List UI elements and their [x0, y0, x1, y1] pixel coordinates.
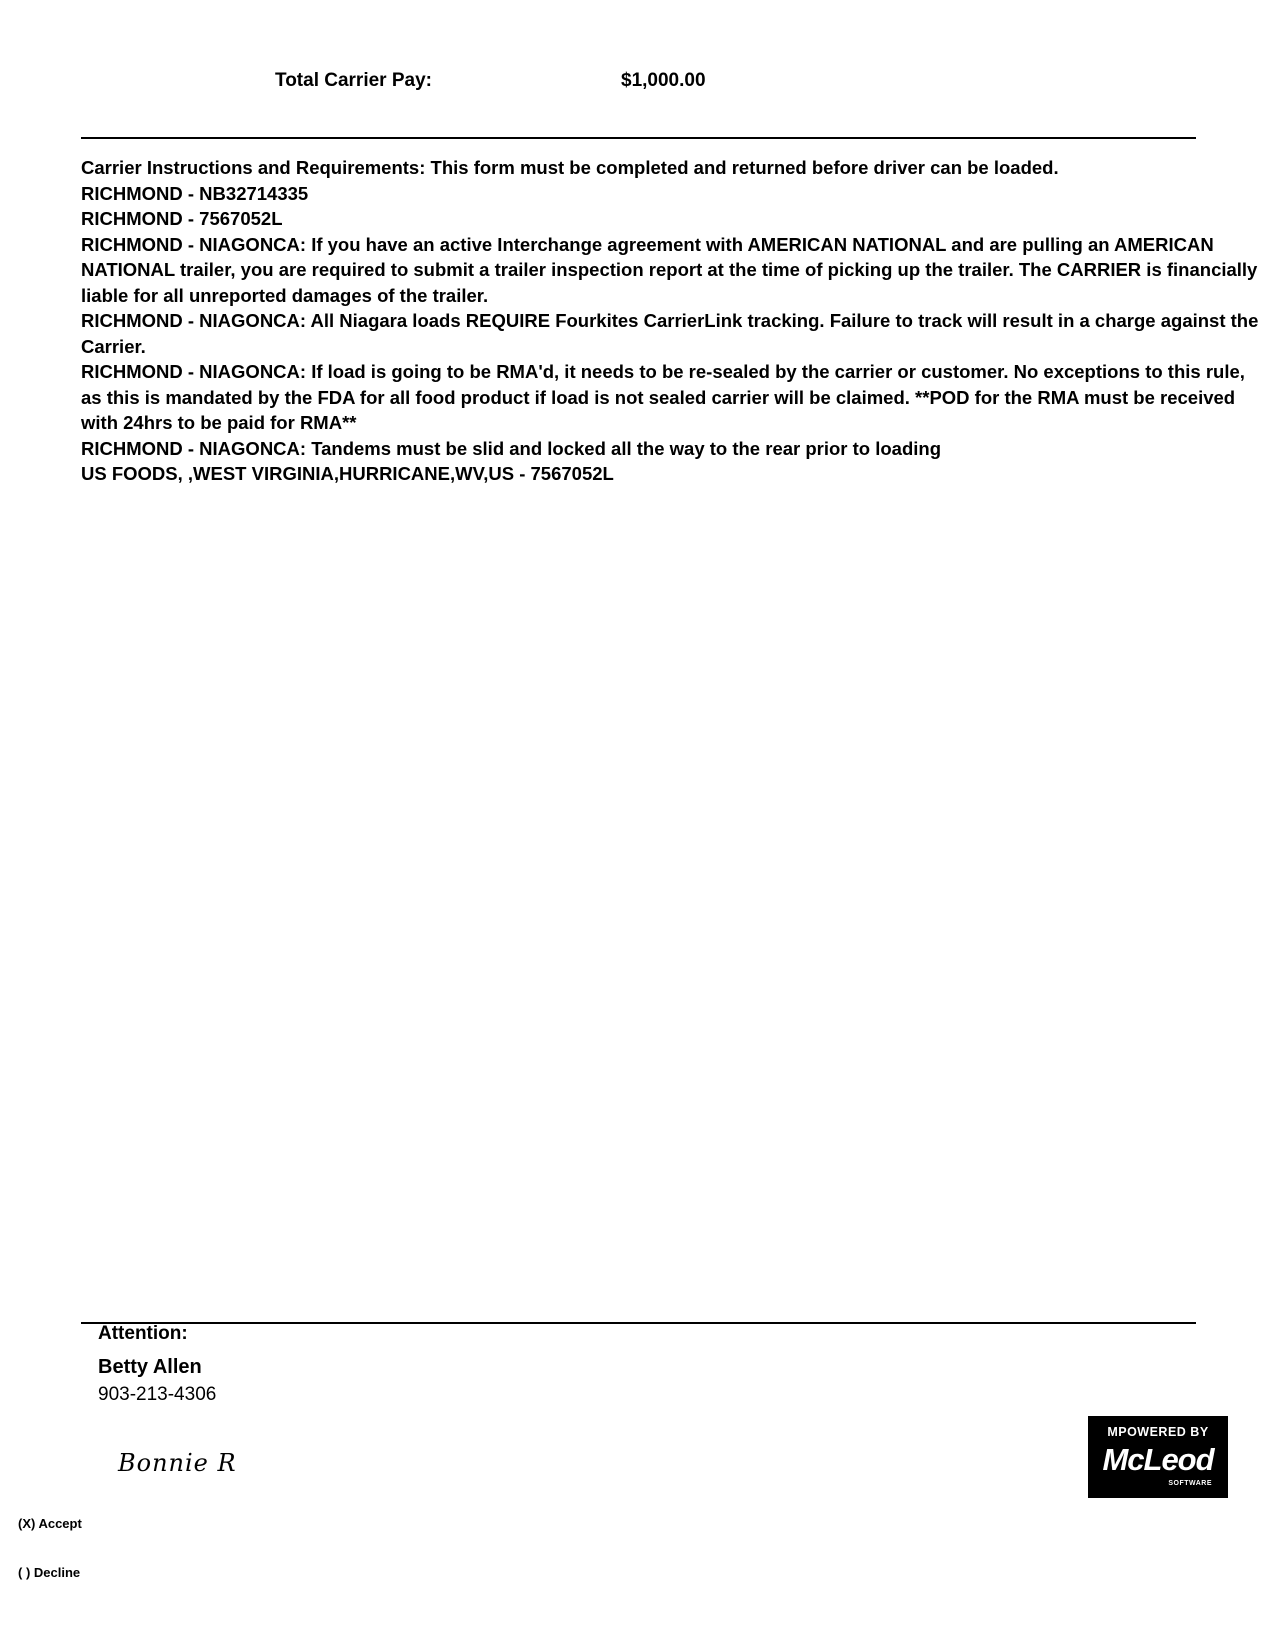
divider-top — [81, 137, 1196, 139]
instructions-line: RICHMOND - NIAGONCA: If load is going to be RMA'd, it needs to be re-sealed by the carrier or customer. No exceptions to this rule, as this is mandated by the FDA for all food product if load is not sealed carrier will be claimed. **POD for the RMA must be received with 24hrs to be paid for RMA** — [81, 361, 1245, 433]
carrier-instructions — [81, 155, 1261, 487]
contact-phone: 903-213-4306 — [98, 1384, 217, 1405]
instructions-line: RICHMOND - NB32714335 — [81, 182, 309, 204]
instructions-line: RICHMOND - 7567052L — [81, 208, 283, 229]
attention-label: Attention: — [98, 1323, 188, 1344]
instructions-line: US FOODS, ,WEST VIRGINIA,HURRICANE,WV,US - 7567052L — [81, 463, 614, 484]
total-carrier-pay-amount: $1,000.00 — [621, 70, 706, 91]
instructions-line: Carrier Instructions and Requirements: This form must be completed and returned before driver can be loaded. — [81, 157, 1059, 178]
mcleod-logo — [1088, 1416, 1228, 1498]
decline-option[interactable]: ( ) Decline — [18, 1565, 81, 1580]
signature: Bonnie R — [118, 1449, 237, 1477]
contact-name: Betty Allen — [98, 1356, 202, 1378]
instructions-line: RICHMOND - NIAGONCA: If you have an active Interchange agreement with AMERICAN NATIONAL and are pulling an AMERICAN NATIONAL trailer, you are required to submit a trailer inspection report at the time of picking up the trailer. The CARRIER is financially liable for all unreported damages of the trailer. — [81, 233, 1258, 306]
divider-bottom — [81, 1322, 1196, 1324]
accept-option[interactable]: (X) Accept — [18, 1516, 82, 1531]
logo-sub-text: SOFTWARE — [1168, 1480, 1212, 1487]
logo-top-text: MPOWERED BY — [1107, 1425, 1209, 1439]
instructions-line: RICHMOND - NIAGONCA: Tandems must be slid and locked all the way to the rear prior to loading — [81, 437, 942, 459]
total-carrier-pay-label: Total Carrier Pay: — [275, 70, 432, 91]
logo-brand-text: McLeod — [1102, 1442, 1214, 1477]
instructions-line: RICHMOND - NIAGONCA: All Niagara loads REQUIRE Fourkites CarrierLink tracking. Failure to track will result in a charge against the Carrier. — [81, 310, 1259, 357]
